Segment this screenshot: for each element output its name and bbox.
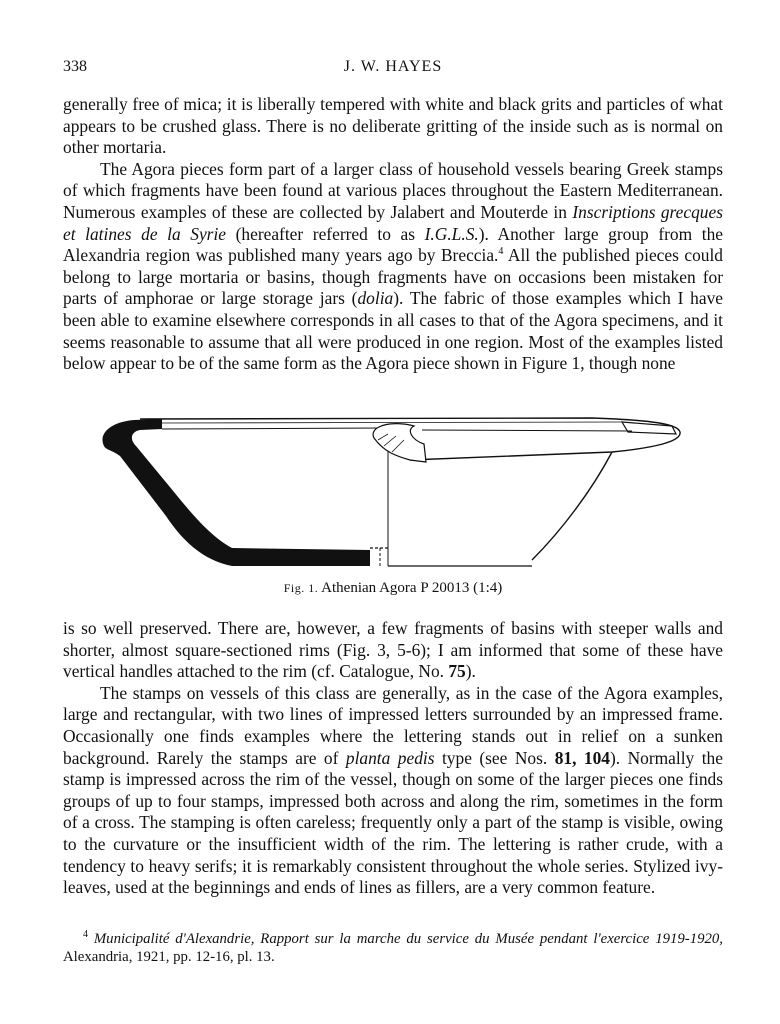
footnote-number: 4 xyxy=(83,929,88,941)
page-header xyxy=(63,58,723,80)
footnote xyxy=(63,930,723,966)
paragraph-3-text-b: ). xyxy=(465,661,476,682)
catalogue-numbers-81-104: 81, 104 xyxy=(554,747,610,768)
paragraph-2-text-c: ). Another large group from the Alexandria region was published many years ago by Breccia. xyxy=(63,223,723,266)
footnote-citation: Alexandria, 1921, pp. 12-16, pl. 13. xyxy=(63,949,275,965)
paragraph-3-text-a: is so well preserved. There are, however, a few fragments of basins with steeper walls and shorter, almost square-sectioned rims (Fig. 3, 5-6); I am informed that some of these have vertical handles attached to the rim (cf. Catalogue, No. xyxy=(63,618,723,682)
rim-inner-line-right xyxy=(422,430,632,431)
paragraph-4 xyxy=(63,683,723,899)
rim-lip-line xyxy=(162,422,622,423)
footnote-reference[interactable]: 4 xyxy=(498,246,504,258)
paragraph-2 xyxy=(63,159,723,375)
paragraph-4-text-b: type (see Nos. xyxy=(441,747,548,768)
rim-inner-line xyxy=(162,428,392,429)
paragraph-4-text-a: The stamps on vessels of this class are generally, as in the case of the Agora examples, large and rectangular, with two lines of impressed letters surrounded by an impressed frame. Occasionally one finds examples where the lettering stands out in relief on a sunken background. Rarely the stamps are of xyxy=(63,682,723,768)
footnote-italic-title: Municipalité d'Alexandrie, Rapport sur la marche du service du Musée pendant l'exercice 1919-1920, xyxy=(93,931,724,947)
body-text-continued xyxy=(63,618,723,899)
body-text xyxy=(63,94,723,375)
rim-handle-fragment xyxy=(373,424,426,462)
catalogue-number-75: 75 xyxy=(448,661,466,682)
paragraph-4-text-c: ). Normally the stamp is impressed across the rim of the vessel, though on some of the larger pieces one finds groups of up to four stamps, impressed both across and along the rim, sometimes in the form of a cross. The stamping is often careless; frequently only a part of the stamp is visible, owing to the curvature or the insufficient width of the rim. The lettering is rather crude, with a tendency to heavy serifs; it is remarkably consistent throughout the whole series. Stylized ivy-leaves, used at the beginnings and ends of lines as fillers, are a very common feature. xyxy=(63,747,723,898)
caption-text: Athenian Agora P 20013 (1:4) xyxy=(321,580,503,596)
italic-planta-pedis: planta pedis xyxy=(345,747,435,768)
caption-label: Fig. 1. xyxy=(283,581,319,595)
figure-caption xyxy=(63,580,723,597)
italic-dolia: dolia xyxy=(357,288,394,309)
footnote-text xyxy=(63,930,723,966)
paragraph-1-text: generally free of mica; it is liberally tempered with white and black grits and particles of what appears to be crushed glass. There is no deliberate gritting of the inside such as is normal on other mortaria. xyxy=(63,94,723,158)
paragraph-2-text-e: ). The fabric of those examples which I have been able to examine elsewhere corresponds in all cases to that of the Agora specimens, and it seems reasonable to assume that all were produced in one region. Most of the examples listed below appear to be of the same form as the Agora piece shown in Figure 1, though none xyxy=(63,288,723,374)
vessel-profile-drawing xyxy=(92,410,692,580)
stamp-mark xyxy=(622,422,676,434)
paragraph-2-text-b: (hereafter referred to as xyxy=(235,223,416,244)
paragraph-2-text-d: All the published pieces could belong to large mortaria or basins, though fragments have on occasions been mistaken for parts of amphorae or large storage jars ( xyxy=(63,245,723,309)
paragraph-1 xyxy=(63,94,723,159)
running-head: J. W. HAYES xyxy=(343,58,443,75)
italic-abbrev-igls: I.G.L.S. xyxy=(424,223,479,244)
page-number: 338 xyxy=(63,58,87,75)
vessel-section-profile xyxy=(102,419,370,566)
paragraph-2-text-a: The Agora pieces form part of a larger class of household vessels bearing Greek stamps of which fragments have been found at various places throughout the Eastern Mediterranean. Numerous examples of these are collected by Jalabert and Mouterde in xyxy=(63,158,723,222)
italic-title-igls: Inscriptions grecques et latines de la Syrie xyxy=(63,201,723,244)
paragraph-3 xyxy=(63,618,723,683)
wall-exterior-line xyxy=(532,452,612,560)
